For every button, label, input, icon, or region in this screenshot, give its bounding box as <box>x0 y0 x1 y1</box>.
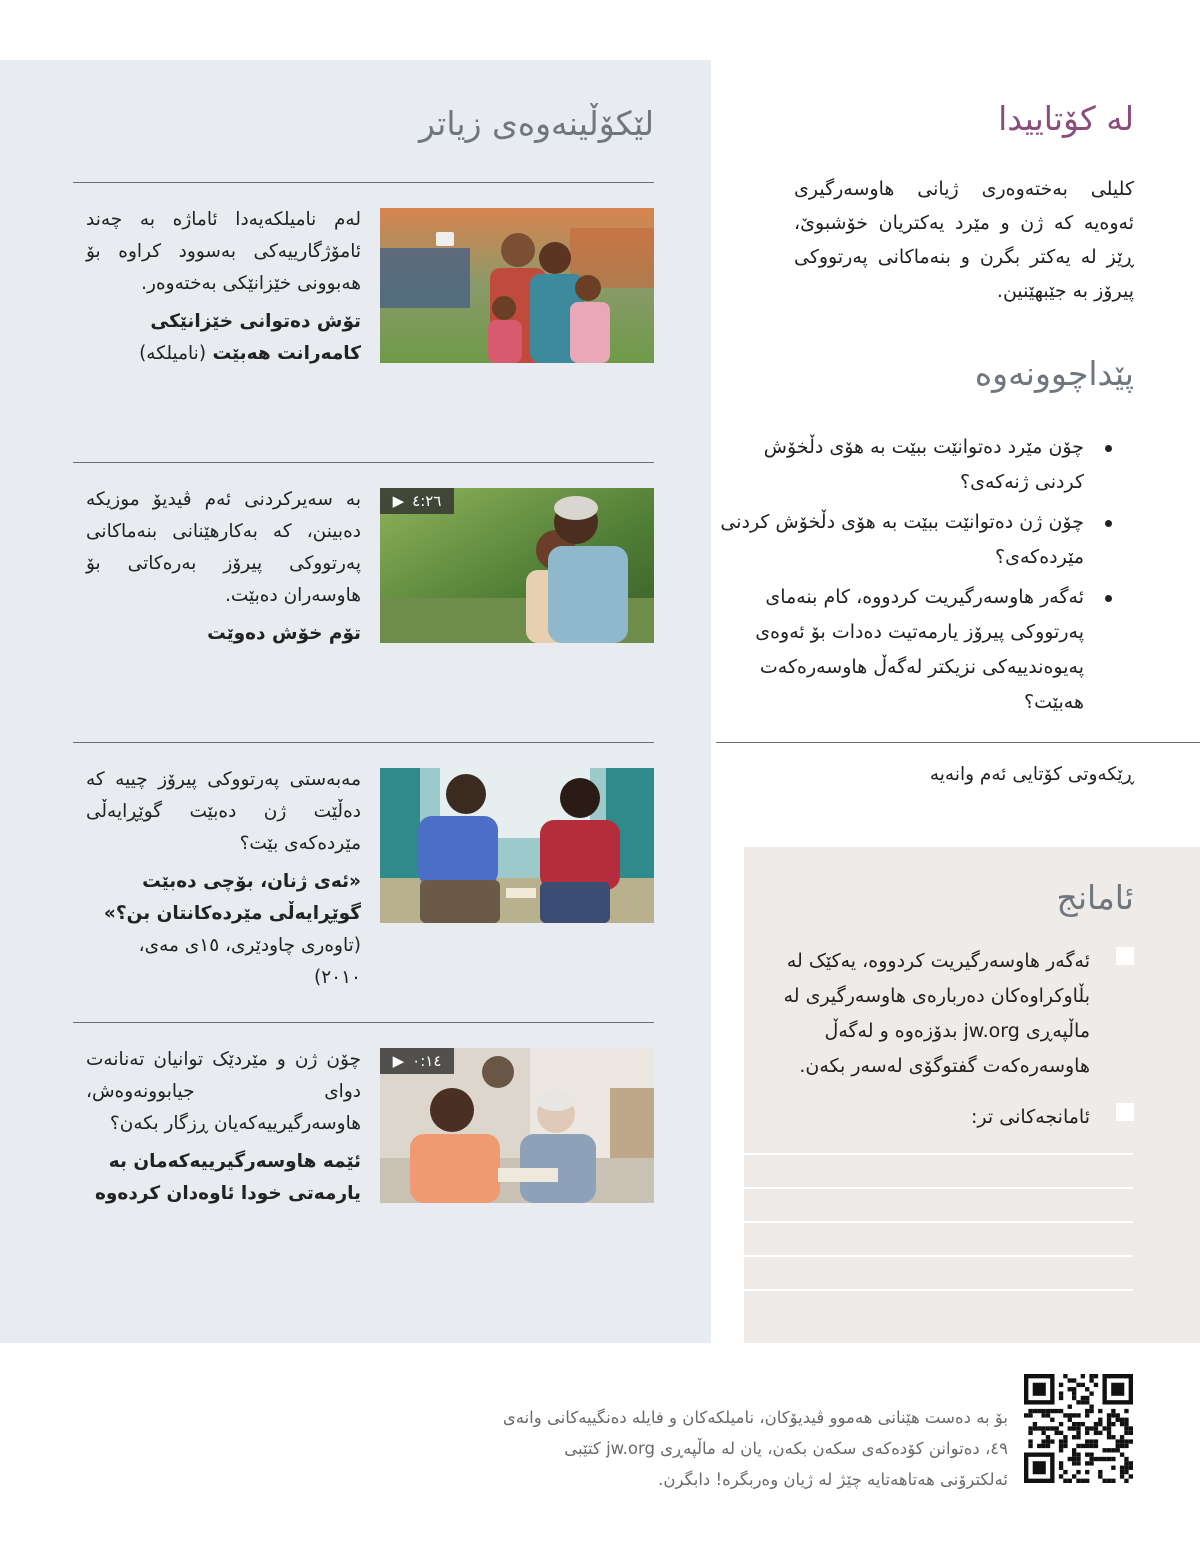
video-duration: ٤:٢٦ <box>412 492 442 510</box>
video-thumbnail[interactable] <box>380 488 654 643</box>
resource-text <box>86 1044 361 1210</box>
resource-description: بە سەیرکردنی ئەم ڤیدیۆ موزیکە دەبینن، کە بەکارهێنانی بنەماکانی پەرتووکی پیرۆز بەرەکاتی بۆ هاوسەران دەبێت. <box>86 489 361 606</box>
divider <box>716 742 1200 743</box>
review-question-text: ئەگەر هاوسەرگیریت کردووە، کام بنەمای پەرتووکی پیرۆز یارمەتیت دەدات بۆ ئەوەی پەیوەندییەکی نزیکتر لەگەڵ هاوسەرەکەت هەبێت؟ <box>755 586 1084 713</box>
review-list <box>714 430 1134 725</box>
bullet-icon <box>1105 595 1112 602</box>
review-question <box>714 430 1134 500</box>
article-photo[interactable] <box>380 768 654 923</box>
goal-text: ئەگەر هاوسەرگیریت کردووە، یەکێک لە بڵاوکراوەکان دەربارەی هاوسەرگیری لە ماڵپەڕی jw.org بدۆزەوە و لەگەڵ هاوسەرەکەت گفتوگۆی لەسەر بکەن. <box>783 950 1090 1077</box>
video-thumbnail[interactable] <box>380 1048 654 1203</box>
resource-item[interactable] <box>0 462 711 662</box>
goal-item[interactable] <box>744 1100 1134 1135</box>
checkbox-icon[interactable] <box>1116 1103 1134 1121</box>
duration-badge <box>380 1048 454 1074</box>
review-question-text: چۆن ژن دەتوانێت ببێت بە هۆی دڵخۆش کردنی مێردەکەی؟ <box>720 511 1084 568</box>
review-heading: پێداچوونەوە <box>974 354 1134 393</box>
goal-text: ئامانجەکانی تر: <box>971 1106 1090 1128</box>
resource-text <box>86 764 361 994</box>
resource-title[interactable]: تۆم خۆش دەوێت <box>207 623 361 644</box>
family-photo[interactable] <box>380 208 654 363</box>
video-duration: ٠:١٤ <box>412 1052 442 1070</box>
writing-line[interactable] <box>744 1289 1133 1291</box>
duration-badge <box>380 488 454 514</box>
resource-item[interactable] <box>0 1022 711 1222</box>
bullet-icon <box>1105 445 1112 452</box>
resource-source: (تاوەری چاودێری، ١٥ی مەی، ٢٠١٠) <box>138 935 361 988</box>
goals-heading: ئامانج <box>1056 878 1134 917</box>
resource-description: چۆن ژن و مێردێک توانیان تەنانەت دوای جیابوونەوەش، هاوسەرگیرییەکەیان ڕزگار بکەن؟ <box>86 1049 361 1134</box>
lesson-date-label: ڕێکەوتی کۆتایی ئەم وانەیە <box>929 764 1134 785</box>
footer-note: بۆ بە دەست هێنانی هەموو ڤیدیۆکان، نامیلکەکان و فایلە دەنگییەکانی وانەی ٤٩، دەتوانن کۆدەکەی سکەن بکەن، یان لە ماڵپەڕی jw.org کتێبی ئەلکترۆنی هەتاهەتایە چێژ لە ژیان وەربگرە! دابگرن. <box>502 1408 1008 1489</box>
review-question <box>714 580 1134 720</box>
writing-line[interactable] <box>744 1187 1133 1189</box>
qr-code[interactable] <box>1024 1374 1133 1483</box>
resource-item[interactable] <box>0 742 711 988</box>
writing-line[interactable] <box>744 1221 1133 1223</box>
checkbox-icon[interactable] <box>1116 947 1134 965</box>
resource-title[interactable]: ئێمە هاوسەرگیرییەکەمان بە یارمەتی خودا ئاوەدان کردەوە <box>94 1151 361 1204</box>
resource-title-text[interactable]: تۆش دەتوانی خێزانێکی کامەرانت هەبێت <box>150 311 361 364</box>
play-icon: ▶ <box>392 492 405 510</box>
resource-text <box>86 484 361 650</box>
review-question-text: چۆن مێرد دەتوانێت ببێت بە هۆی دڵخۆش کردنی ژنەکەی؟ <box>763 436 1084 493</box>
resource-text <box>86 204 361 370</box>
conclusion-heading: لە کۆتاییدا <box>998 99 1134 138</box>
writing-line[interactable] <box>744 1255 1133 1257</box>
explore-more-title: لێکۆڵینەوەی زیاتر <box>418 104 654 143</box>
play-icon: ▶ <box>392 1052 405 1070</box>
resource-type: (نامیلکە) <box>139 343 207 364</box>
conclusion-text: کلیلی بەختەوەری ژیانی هاوسەرگیری ئەوەیە کە ژن و مێرد یەکتریان خۆشبوێ، ڕێز لە یەکتر بگرن و بنەماکانی پەرتووکی پیرۆز بە جێبهێنین. <box>794 178 1134 302</box>
writing-line[interactable] <box>744 1153 1133 1155</box>
bullet-icon <box>1105 520 1112 527</box>
goals-panel <box>744 847 1200 1343</box>
resource-item[interactable] <box>0 182 711 382</box>
resource-description: لەم نامیلکەیەدا ئاماژە بە چەند ئامۆژگارییەکی بەسوود کراوە بۆ هەبوونی خێزانێکی بەختەوەر. <box>86 209 361 294</box>
resource-description: مەبەستی پەرتووکی پیرۆز چییە کە دەڵێت ژن دەبێت گوێڕایەڵی مێردەکەی بێت؟ <box>86 769 361 854</box>
resource-title[interactable]: «ئەی ژنان، بۆچی دەبێت گوێڕایەڵی مێردەکانتان بن؟» <box>103 871 361 924</box>
review-question <box>714 505 1134 575</box>
goal-item[interactable] <box>744 944 1134 1084</box>
resource-title[interactable] <box>86 306 361 370</box>
explore-more-panel <box>0 60 711 1343</box>
